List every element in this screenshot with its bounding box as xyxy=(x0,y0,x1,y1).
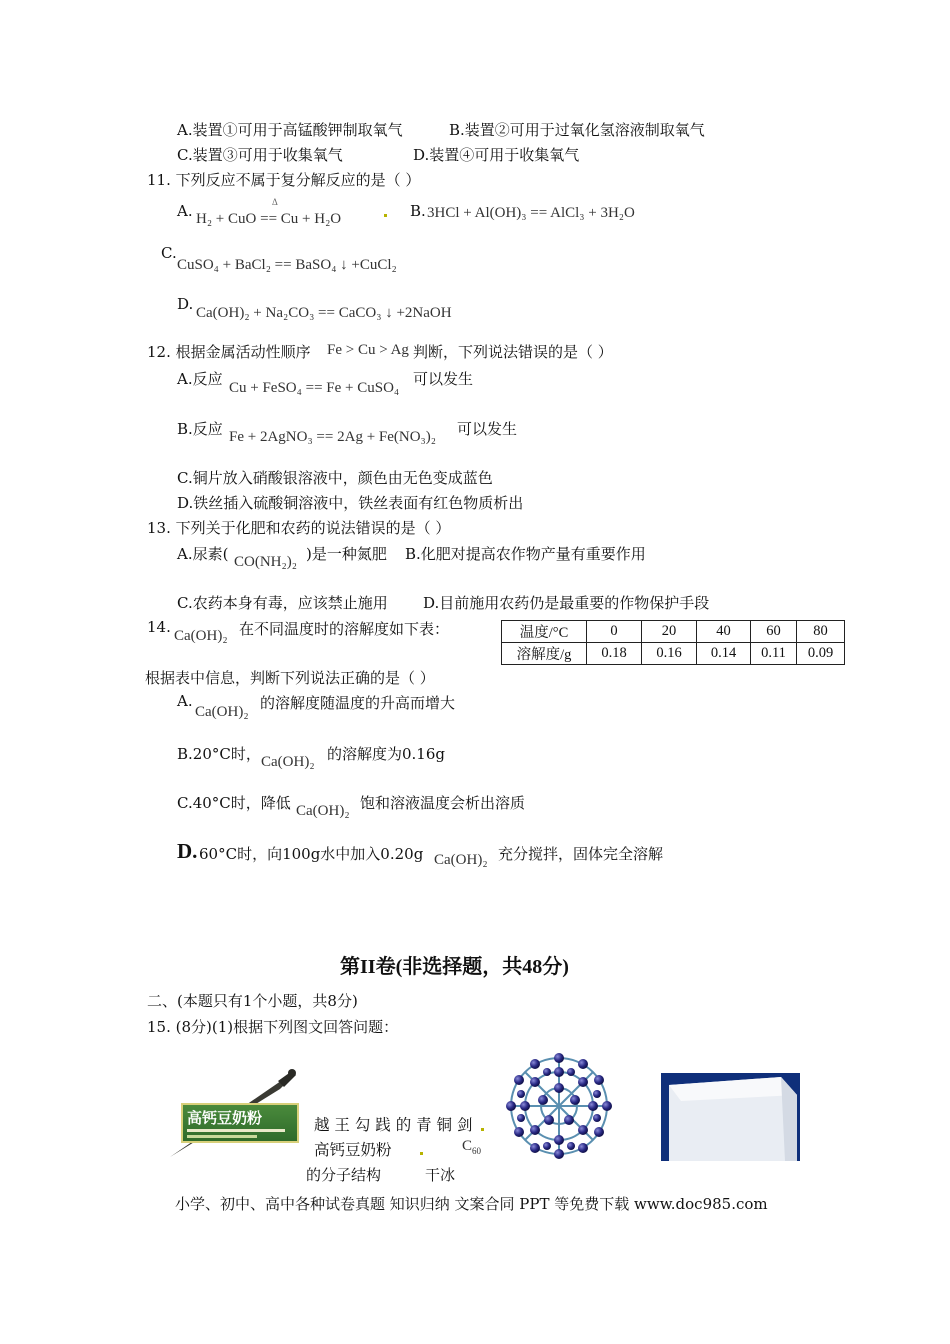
q14-d-pre: 60°C时，向100g水中加入0.20g xyxy=(199,845,424,863)
c60-label xyxy=(462,1138,481,1156)
q11-b-label: B. xyxy=(410,202,426,220)
q12-stem-pre: 12. 根据金属活动性顺序 xyxy=(147,343,311,361)
section-heading: 二、(本题只有1个小题，共8分) xyxy=(147,992,358,1010)
decorative-dot xyxy=(384,214,387,217)
q12-option-d: D.铁丝插入硫酸铜溶液中，铁丝表面有红色物质析出 xyxy=(177,494,524,512)
q13-a-pre: A.尿素( xyxy=(177,545,229,563)
q11-c-label: C. xyxy=(161,244,177,262)
caption-sword: 越 王 勾 践 的 青 铜 剑 xyxy=(314,1116,473,1134)
table-cell: 0.18 xyxy=(587,643,642,665)
q14-d-post: 充分搅拌，固体完全溶解 xyxy=(498,845,664,863)
c60-letter: C xyxy=(462,1138,473,1154)
table-cell: 温度/°C xyxy=(502,621,587,643)
q14-question: 根据表中信息，判断下列说法正确的是（ ） xyxy=(145,669,435,687)
c60-molecule-icon xyxy=(499,1050,619,1162)
c60-subscript: 60 xyxy=(472,1146,482,1156)
q12-b-pre: B.反应 xyxy=(177,420,223,438)
table-row xyxy=(502,643,845,665)
q13-option-c: C.农药本身有毒，应该禁止施用 xyxy=(177,594,388,612)
q12-b-formula: Fe + 2AgNO₃ == 2Ag + Fe(NO₃)₂ xyxy=(229,429,437,445)
decorative-dot xyxy=(481,1128,484,1131)
table-cell: 0 xyxy=(587,621,642,643)
q11-c-formula: CuSO₄ + BaCl₂ == BaSO₄ ↓ +CuCl₂ xyxy=(177,257,397,273)
q12-b-post: 可以发生 xyxy=(457,420,518,438)
q14-b-formula: Ca(OH)₂ xyxy=(261,754,315,770)
q14-a-formula: Ca(OH)₂ xyxy=(195,704,249,720)
milk-powder-box xyxy=(181,1103,299,1143)
table-cell: 0.16 xyxy=(642,643,697,665)
caption-molecule: 的分子结构 xyxy=(306,1166,382,1184)
q10-option-b: B.装置②可用于过氧化氢溶液制取氧气 xyxy=(449,121,705,139)
q14-c-formula: Ca(OH)₂ xyxy=(296,803,350,819)
q14-c-pre: C.40°C时，降低 xyxy=(177,794,291,812)
q11-b-formula: 3HCl + Al(OH)₃ == AlCl₃ + 3H₂O xyxy=(427,205,635,221)
q11-d-formula: Ca(OH)₂ + Na₂CO₃ == CaCO₃ ↓ +2NaOH xyxy=(196,305,452,321)
q10-option-c: C.装置③可用于收集氧气 xyxy=(177,146,343,164)
c60-molecule-image xyxy=(499,1050,619,1162)
q13-a-formula: CO(NH₂)₂ xyxy=(234,554,297,570)
q14-a-label: A. xyxy=(177,692,193,710)
q14-b-pre: B.20°C时， xyxy=(177,745,261,763)
table-cell: 20 xyxy=(642,621,697,643)
table-cell: 40 xyxy=(697,621,751,643)
q12-stem-formula: Fe > Cu > Ag xyxy=(327,342,409,358)
q14-c-post: 饱和溶液温度会析出溶质 xyxy=(360,794,526,812)
q13-option-b: B.化肥对提高农作物产量有重要作用 xyxy=(405,545,646,563)
dry-ice-image xyxy=(661,1073,800,1161)
q14-a-post: 的溶解度随温度的升高而增大 xyxy=(260,694,456,712)
q11-a-formula: H₂ + CuO == Cu + H₂O xyxy=(196,211,342,227)
table-cell: 溶解度/g xyxy=(502,643,587,665)
decorative-dot xyxy=(420,1152,423,1155)
table-cell: 60 xyxy=(751,621,797,643)
q12-a-formula: Cu + FeSO₄ == Fe + CuSO₄ xyxy=(229,380,400,396)
table-cell: 80 xyxy=(797,621,845,643)
table-cell: 0.09 xyxy=(797,643,845,665)
q12-option-c: C.铜片放入硝酸银溶液中，颜色由无色变成蓝色 xyxy=(177,469,493,487)
q15-stem: 15. (8分)(1)根据下列图文回答问题： xyxy=(147,1018,399,1036)
q10-option-d: D.装置④可用于收集氧气 xyxy=(413,146,580,164)
solubility-table xyxy=(501,620,845,665)
q14-number: 14. xyxy=(147,618,171,636)
delta-symbol: Δ xyxy=(272,197,278,207)
q12-a-pre: A.反应 xyxy=(177,370,223,388)
q10-option-a: A.装置①可用于高锰酸钾制取氧气 xyxy=(177,121,403,139)
part2-title: 第II卷(非选择题，共48分) xyxy=(340,956,569,978)
dry-ice-icon xyxy=(661,1073,800,1161)
q14-d-label: D. xyxy=(177,839,198,863)
q12-stem-post: 判断，下列说法错误的是（ ） xyxy=(413,343,613,361)
q14-formula: Ca(OH)₂ xyxy=(174,628,228,644)
table-cell: 0.11 xyxy=(751,643,797,665)
caption-milk: 高钙豆奶粉 xyxy=(314,1141,392,1159)
q14-stem-post: 在不同温度时的溶解度如下表： xyxy=(239,620,450,638)
milk-box-title: 高钙豆奶粉 xyxy=(187,1109,263,1127)
q13-a-post: )是一种氮肥 xyxy=(306,545,387,563)
q12-a-post: 可以发生 xyxy=(413,370,474,388)
q13-stem: 13. 下列关于化肥和农药的说法错误的是（ ） xyxy=(147,519,451,537)
q11-d-label: D. xyxy=(177,295,194,313)
q14-d-formula: Ca(OH)₂ xyxy=(434,852,488,868)
q11-a-label: A. xyxy=(177,202,193,220)
footer-text: 小学、初中、高中各种试卷真题 知识归纳 文案合同 PPT 等免费下载 www.doc985.com xyxy=(175,1195,768,1213)
caption-dry-ice: 干冰 xyxy=(425,1166,456,1184)
q11-stem: 11. 下列反应不属于复分解反应的是（ ） xyxy=(147,171,421,189)
table-cell: 0.14 xyxy=(697,643,751,665)
table-row xyxy=(502,621,845,643)
q13-option-d: D.目前施用农药仍是最重要的作物保护手段 xyxy=(423,594,710,612)
q14-b-post: 的溶解度为0.16g xyxy=(327,745,446,763)
